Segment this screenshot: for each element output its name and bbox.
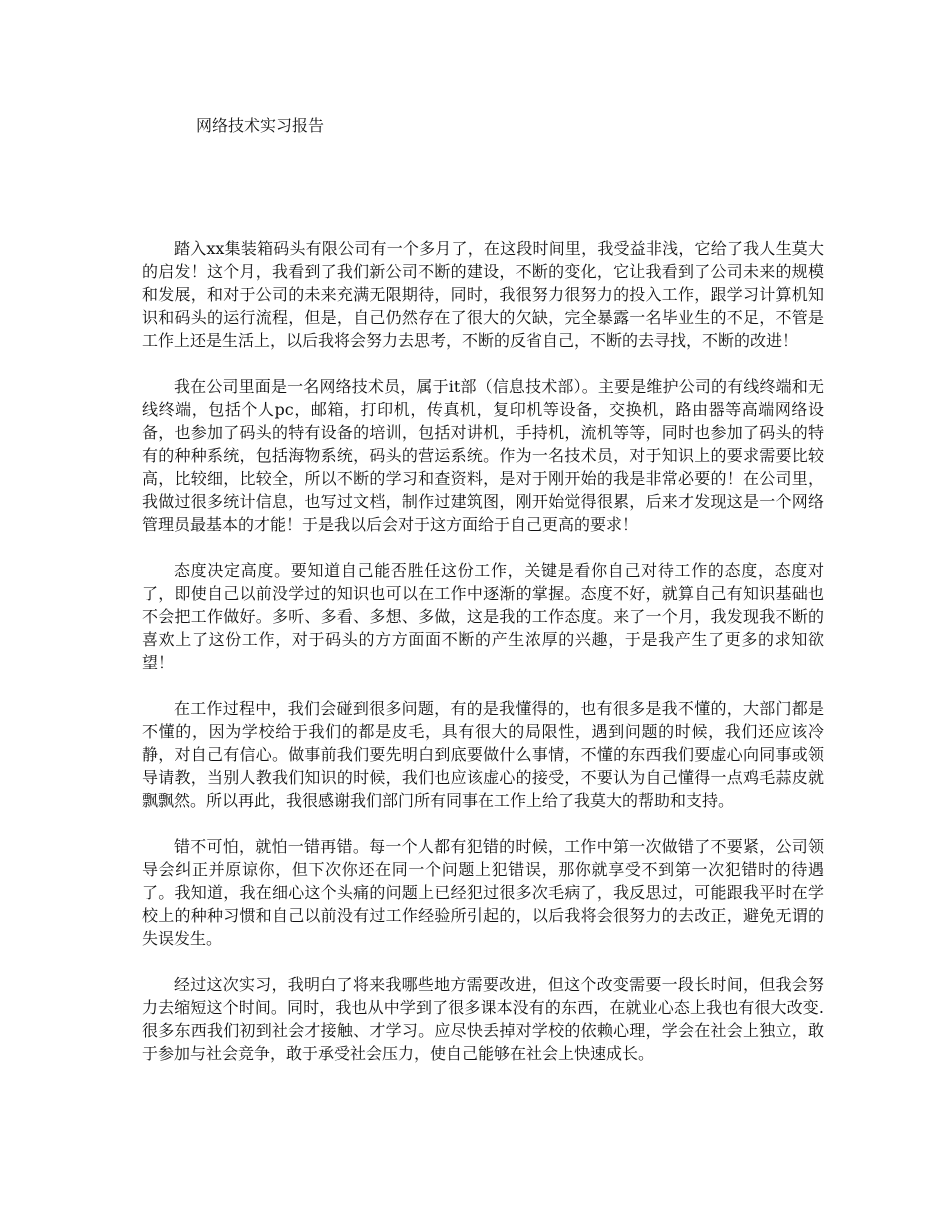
paragraph-6: 经过这次实习，我明白了将来我哪些地方需要改进，但这个改变需要一段长时间，但我会努力去缩短这个时间。同时，我也从中学到了很多课本没有的东西，在就业心态上我也有很大改变.很多东西我们初到社会才接触、才学习。应尽快丢掉对学校的依赖心理，学会在社会上独立，敢于参加与社会竞争，敢于承受社会压力，使自己能够在社会上快速成长。: [142, 975, 824, 1063]
document-title: 网络技术实习报告: [196, 116, 325, 135]
paragraph-2: 我在公司里面是一名网络技术员，属于it部（信息技术部）。主要是维护公司的有线终端和无线终端，包括个人pc，邮箱，打印机，传真机，复印机等设备，交换机，路由器等高端网络设备，也参加了码头的特有设备的培训，包括对讲机，手持机，流机等等，同时也参加了码头的特有的种种系统，包括海物系统，码头的营运系统。作为一名技术员，对于知识上的要求需要比较高，比较细，比较全，所以不断的学习和查资料，是对于刚开始的我是非常必要的！在公司里，我做过很多统计信息，也写过文档，制作过建筑图，刚开始觉得很累，后来才发现这是一个网络管理员最基本的才能！于是我以后会对于这方面给于自己更高的要求！: [142, 377, 824, 534]
document-body: [142, 237, 824, 1088]
paragraph-3: 态度决定高度。要知道自己能否胜任这份工作，关键是看你自己对待工作的态度，态度对了，即使自己以前没学过的知识也可以在工作中逐渐的掌握。态度不好，就算自己有知识基础也不会把工作做好。多听、多看、多想、多做，这是我的工作态度。来了一个月，我发现我不断的喜欢上了这份工作，对于码头的方方面面不断的产生浓厚的兴趣，于是我产生了更多的求知欲望！: [142, 561, 824, 672]
paragraph-4: 在工作过程中，我们会碰到很多问题，有的是我懂得的，也有很多是我不懂的，大部门都是不懂的，因为学校给于我们的都是皮毛，具有很大的局限性，遇到问题的时候，我们还应该冷静，对自己有信心。做事前我们要先明白到底要做什么事情，不懂的东西我们要虚心向同事或领导请教，当别人教我们知识的时候，我们也应该虚心的接受，不要认为自己懂得一点鸡毛蒜皮就飘飘然。所以再此，我很感谢我们部门所有同事在工作上给了我莫大的帮助和支持。: [142, 699, 824, 810]
paragraph-1: 踏入xx集装箱码头有限公司有一个多月了，在这段时间里，我受益非浅，它给了我人生莫大的启发！这个月，我看到了我们新公司不断的建设，不断的变化，它让我看到了公司未来的规模和发展，和对于公司的未来充满无限期待，同时，我很努力很努力的投入工作，跟学习计算机知识和码头的运行流程，但是，自己仍然存在了很大的欠缺，完全暴露一名毕业生的不足，不管是工作上还是生活上，以后我将会努力去思考，不断的反省自己，不断的去寻找，不断的改进！: [142, 239, 824, 350]
paragraph-5: 错不可怕，就怕一错再错。每一个人都有犯错的时候，工作中第一次做错了不要紧，公司领导会纠正并原谅你，但下次你还在同一个问题上犯错误，那你就享受不到第一次犯错时的待遇了。我知道，我在细心这个头痛的问题上已经犯过很多次毛病了，我反思过，可能跟我平时在学校上的种种习惯和自己以前没有过工作经验所引起的，以后我将会很努力的去改正，避免无谓的失误发生。: [142, 837, 824, 948]
